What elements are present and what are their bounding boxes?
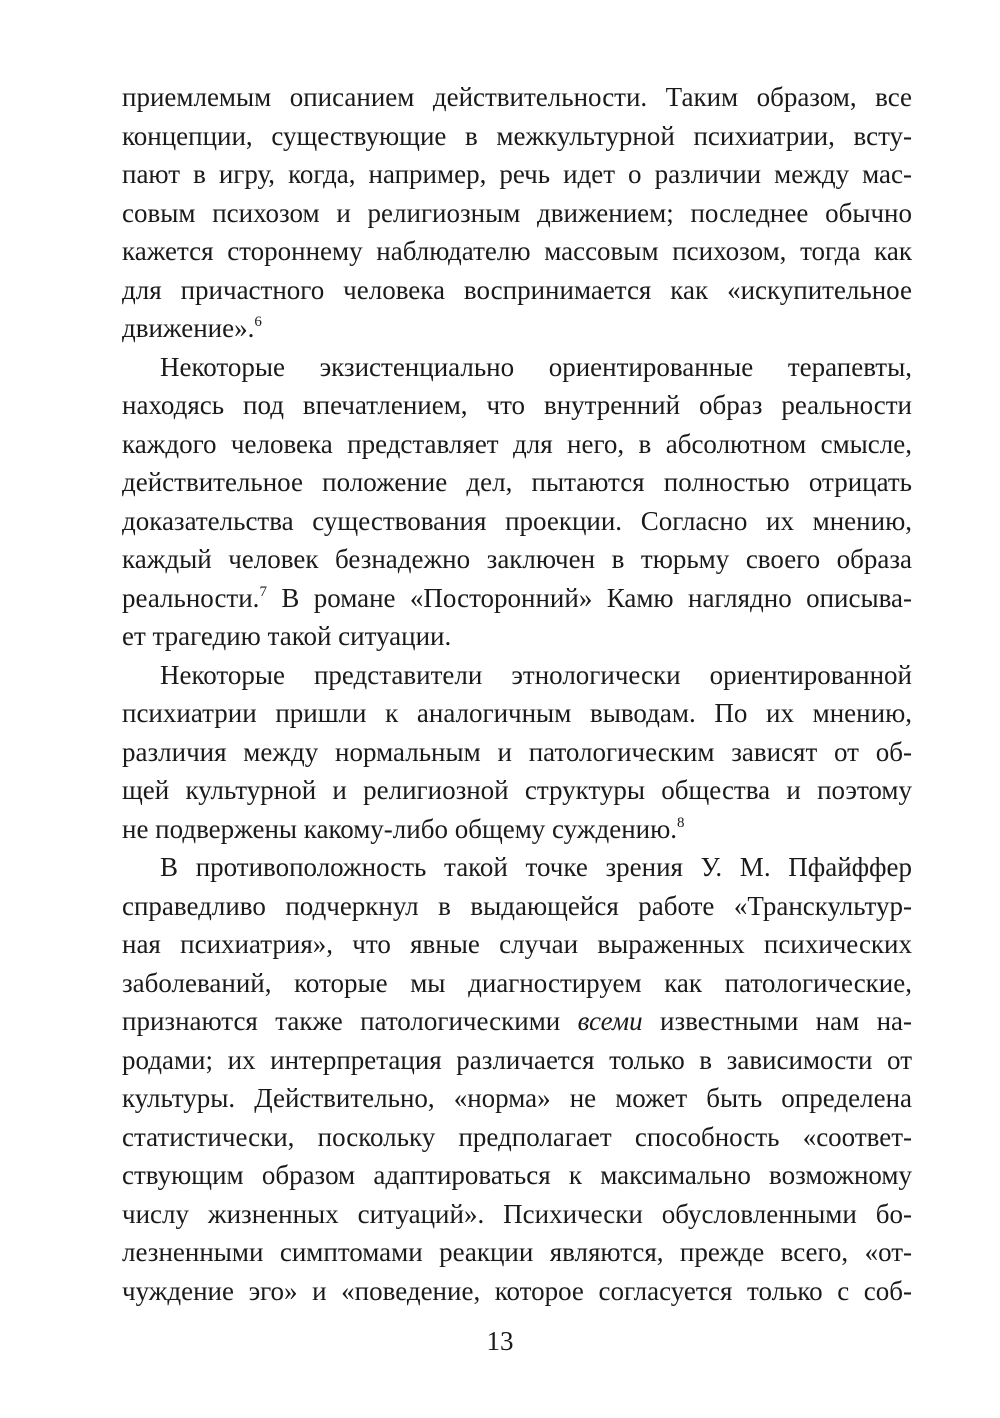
text-line: для причастного человека воспринимается как «искупительное — [122, 274, 912, 305]
text-line: находясь под впечатлением, что внутренний образ реальности — [122, 390, 912, 420]
text-line: заболеваний, которые мы диагностируем как патологические, — [122, 967, 912, 998]
text-line: каждый человек безнадежно заключен в тюрьму своего образа — [122, 544, 912, 574]
text-fragment: В романе «Посторонний» Камю наглядно описыва- — [266, 582, 912, 613]
text-line — [122, 810, 912, 849]
text-line: лезненными симптомами реакции являются, прежде всего, «от- — [122, 1237, 912, 1267]
page-number: 13 — [486, 1326, 514, 1356]
text-line: доказательства существования проекции. Согласно их мнению, — [122, 505, 912, 536]
text-line — [122, 1002, 912, 1041]
text-line: ствующим образом адаптироваться к максимально возможному — [122, 1160, 912, 1190]
text-line: кажется стороннему наблюдателю массовым психозом, тогда как — [122, 236, 912, 266]
text-line: чуждение эго» и «поведение, которое согласуется только с соб- — [122, 1275, 912, 1306]
text-line: приемлемым описанием действительности. Таким образом, все — [122, 82, 912, 112]
text-line: В противоположность такой точке зрения У. М. Пфайффер — [160, 852, 912, 882]
page-body — [122, 78, 912, 1310]
text-line: ет трагедию такой ситуации. — [122, 621, 452, 651]
text-fragment: не подвержены какому-либо общему суждению. — [122, 813, 678, 844]
text-line: каждого человека представляет для него, в абсолютном смысле, — [122, 428, 912, 459]
emphasis-text: всеми — [577, 1006, 643, 1036]
text-fragment: признаются также патологическими — [122, 1006, 578, 1036]
text-fragment: реальности. — [122, 582, 260, 613]
text-line: психиатрии пришли к аналогичным выводам. По их мнению, — [122, 698, 912, 728]
text-line: различия между нормальным и патологическим зависят от об- — [122, 736, 912, 767]
text-line: числу жизненных ситуаций». Психически обусловленными бо- — [122, 1198, 912, 1229]
text-fragment: движение». — [122, 313, 255, 343]
text-line: пают в игру, когда, например, речь идет о различии между мас- — [122, 159, 912, 189]
text-line — [122, 309, 912, 348]
text-line: культуры. Действительно, «норма» не может быть определена — [122, 1083, 912, 1113]
text-fragment: известными нам на- — [642, 1006, 913, 1036]
text-line: совым психозом и религиозным движением; последнее обычно — [122, 197, 912, 228]
footnote-ref: 6 — [254, 314, 262, 330]
text-line: концепции, существующие в межкультурной психиатрии, всту- — [122, 120, 912, 151]
text-line: родами; их интерпретация различается только в зависимости от — [122, 1044, 912, 1075]
text-line: действительное положение дел, пытаются полностью отрицать — [122, 467, 912, 497]
text-line — [122, 579, 912, 618]
text-line: Некоторые представители этнологически ориентированной — [160, 659, 912, 690]
text-line: Некоторые экзистенциально ориентированные терапевты, — [160, 351, 912, 382]
text-line: справедливо подчеркнул в выдающейся работе «Транскультур- — [122, 890, 912, 921]
footnote-ref: 8 — [677, 814, 685, 831]
footnote-ref: 7 — [259, 583, 267, 600]
text-line: статистически, поскольку предполагает способность «соответ- — [122, 1121, 912, 1152]
text-line: ная психиатрия», что явные случаи выраженных психических — [122, 929, 912, 959]
text-line: щей культурной и религиозной структуры общества и поэтому — [122, 775, 912, 805]
